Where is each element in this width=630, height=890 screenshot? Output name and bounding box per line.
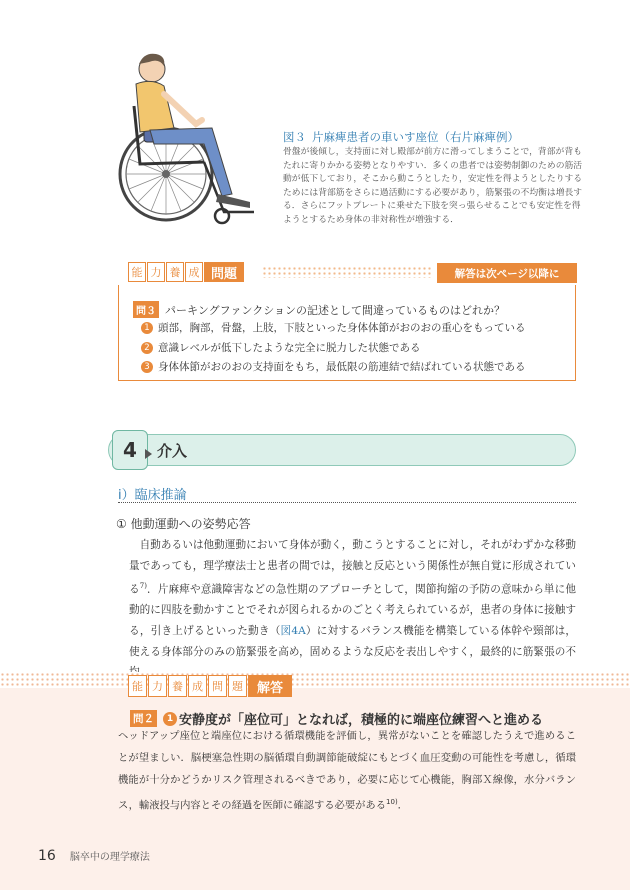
option-number: 3 [141, 361, 153, 373]
section-title: 介入 [157, 442, 188, 460]
option-text: 頭部，胸部，骨盤，上肢，下肢といった身体体節がおのおの重心をもっている [158, 322, 526, 334]
answer-circle-number: 1 [163, 712, 177, 726]
figure-number: 図３ [283, 130, 306, 144]
subsub-heading: ① 他動運動への姿勢応答 [116, 517, 251, 531]
body-text-part: ）に対するバランス機能を構築している体幹や頸部は，使える身体部分のみの筋緊張を高め，固めるような反応を表出しやすく，最終的に筋緊張の不 [129, 624, 577, 658]
sub-heading-rule [118, 502, 576, 503]
practice-tab-main: 問題 [204, 262, 244, 282]
book-title: 脳卒中の理学療法 [69, 852, 150, 863]
body-text-part: ．片麻痺や意識障害などの急性期のアプローチとして，関節拘縮の予防の意味から単に他動的に四肢を動かすことでそれが図られるかのごとく考えられているが，患者の身体に接触する，引き上げるといった動き（ [129, 583, 576, 637]
practice-tab: 養 [166, 262, 184, 282]
figure-title [283, 129, 519, 145]
answer-text-end: ． [397, 799, 408, 812]
figure-reference-link[interactable]: 図4A [280, 624, 306, 637]
practice-tab: 成 [185, 262, 203, 282]
answer-tab: 題 [228, 675, 247, 697]
practice-tabs [128, 262, 245, 282]
section-arrow-icon [145, 449, 152, 459]
answer-tabs [128, 675, 293, 697]
answer-tab: 能 [128, 675, 147, 697]
answer-badge: 問２ [130, 710, 157, 727]
option-item [141, 320, 526, 335]
option-text: 意識レベルが低下したような完全に脱力した状態である [158, 342, 421, 354]
option-number: 2 [141, 342, 153, 354]
wheelchair-illustration [104, 44, 274, 229]
question-text: パーキングファンクションの記述として間違っているものはどれか？ [165, 303, 506, 317]
figure-caption: 骨盤が後傾し，支持面に対し殿部が前方に滑ってしまうことで，背部が背もたれに寄りかかる姿勢となりやすい．多くの患者では姿勢制御のための筋活動が低下しており，そこから動こうとしたり，安定性を得ようとしたりするためには背部筋をさらに過活動にする必要があり，筋緊張の不均衡は増長する．さらにフットプレートに乗せた下肢を突っ張らせることでも安定性を得ようとするため身体の非対称性が増強する． [283, 147, 583, 225]
sub-heading: ⅰ）臨床推論 [118, 488, 187, 503]
page-footer [38, 848, 150, 864]
citation: 10) [386, 798, 398, 806]
option-item [141, 359, 526, 374]
answer-text: ヘッドアップ座位と端座位における循環機能を評価し，異常がないことを確認したうえで進めることが望ましい．脳梗塞急性期の脳循環自動調節能破綻にもとづく血圧変動の可能性を考慮し，循環機能が十分かどうかリスク管理されるべきであり，必要に応じて心機能，胸部Ｘ線像，水分バランス，輸液投与内容とその経過を医師に確認する必要がある [118, 730, 576, 812]
answer-tab: 力 [148, 675, 167, 697]
answer-tab: 成 [188, 675, 207, 697]
page-number: 16 [38, 848, 56, 864]
citation: 7) [139, 582, 147, 591]
body-text-part: 自動あるいは他動運動において身体が動く，動こうとすることに対し，それがわずかな移動量であっても，理学療法士と患者の間では，接触と反応という関係性が無自覚に形成されている [129, 539, 576, 596]
practice-tab: 力 [147, 262, 165, 282]
answer-note-tag: 解答は次ページ以降に [437, 263, 577, 283]
option-number: 1 [141, 322, 153, 334]
figure-title-text: 片麻痺患者の車いす座位（右片麻痺例） [312, 130, 519, 144]
practice-tab: 能 [128, 262, 146, 282]
answer-dotted-band [0, 672, 630, 688]
answer-tab: 養 [168, 675, 187, 697]
practice-question [133, 301, 505, 318]
section-number: 4 [112, 430, 148, 470]
answer-tab: 問 [208, 675, 227, 697]
answer-paragraph [118, 725, 576, 816]
question-badge: 問３ [133, 301, 159, 318]
option-item [141, 340, 421, 355]
answer-headline-text: 安静度が「座位可」となれば，積極的に端座位練習へと進める [179, 713, 544, 728]
body-paragraph [129, 535, 576, 683]
answer-tab-main: 解答 [248, 675, 292, 697]
option-text: 身体体節がおのおの支持面をもち，最低限の筋連結で結ばれている状態である [158, 361, 526, 373]
dotted-band [262, 266, 432, 278]
